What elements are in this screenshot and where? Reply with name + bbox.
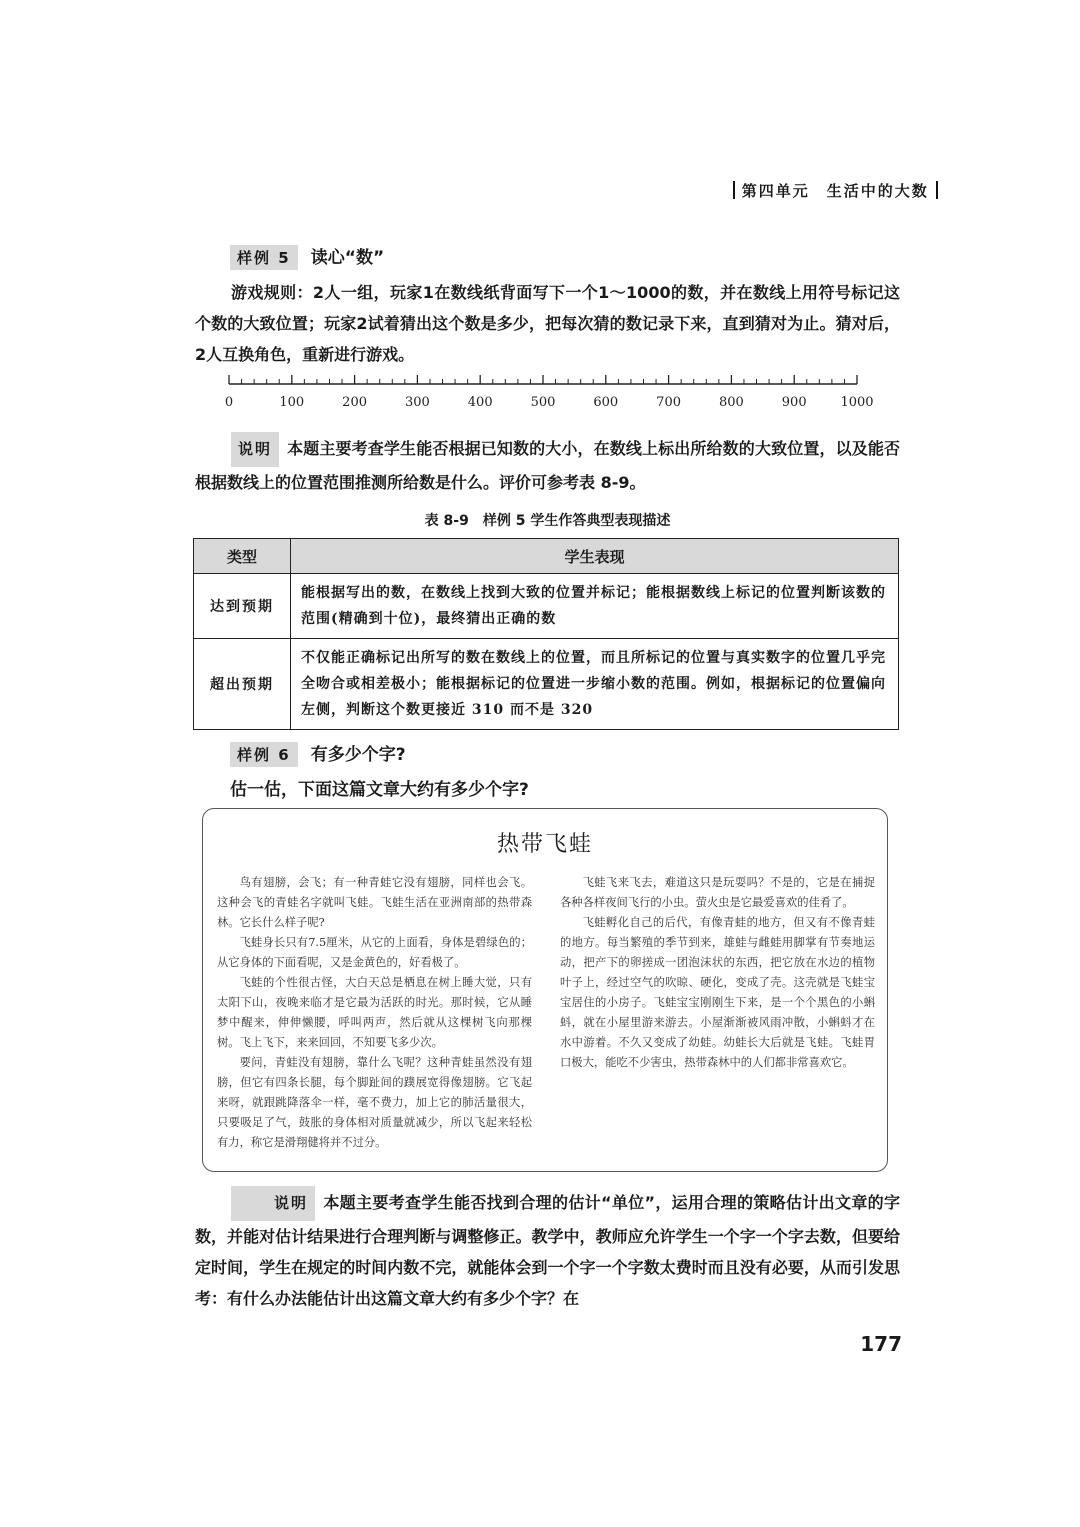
table-cell-desc: 不仅能正确标记出所写的数在数线上的位置，而且所标记的位置与真实数字的位置几乎完全吻合或相差极小；能根据标记的位置进一步缩小数的范围。例如，根据标记的位置偏向左侧，判断这个数更接近 310 而不是 320	[291, 639, 899, 730]
sample6-tag: 样例 6	[230, 742, 298, 767]
sample6-prompt: 估一估，下面这篇文章大约有多少个字?	[230, 780, 529, 800]
running-header	[733, 180, 938, 201]
sample6-heading	[230, 740, 406, 767]
sample6-title: 有多少个字?	[310, 745, 406, 765]
sample6-note-tag: 说明	[231, 1186, 315, 1221]
table-cell-desc: 能根据写出的数，在数线上找到大致的位置并标记；能根据数线上标记的位置判断该数的范围(精确到十位)，最终猜出正确的数	[291, 574, 899, 639]
table-header-row	[194, 539, 899, 574]
sample5-rules: 游戏规则：2人一组，玩家1在数线纸背面写下一个1～1000的数，并在数线上用符号标记这个数的大致位置；玩家2试着猜出这个数是多少，把每次猜的数记录下来，直到猜对为止。猜对后，2人互换角色，重新进行游戏。	[195, 283, 900, 364]
article-paragraph: 飞蛙的个性很古怪，大白天总是栖息在树上睡大觉，只有太阳下山，夜晚来临才是它最为活跃的时光。那时候，它从睡梦中醒来，伸伸懒腰，呼叫两声，然后就从这棵树飞向那棵树。飞上飞下，来来回回，不知要飞多少次。	[217, 976, 532, 1049]
number-line	[220, 372, 874, 417]
sample5-tag: 样例 5	[230, 245, 298, 270]
number-line-label: 800	[718, 395, 744, 410]
number-line-label: 200	[342, 395, 368, 410]
number-line-label: 900	[781, 395, 807, 410]
header-title: 第四单元 生活中的大数	[741, 182, 929, 200]
table-cell-type: 超出预期	[194, 639, 291, 730]
table-caption: 表 8-9 样例 5 学生作答典型表现描述	[424, 513, 671, 529]
article-paragraph: 飞蛙身长只有7.5厘米，从它的上面看，身体是碧绿色的；从它身体的下面看呢，又是金黄色的，好看极了。	[217, 936, 532, 969]
number-line-ticks	[229, 375, 857, 384]
article-paragraph: 飞蛙孵化自己的后代，有像青蛙的地方，但又有不像青蛙的地方。每当繁殖的季节到来，雄蛙与雌蛙用脚掌有节奏地运动，把产下的卵搓成一团泡沫状的东西，把它放在水边的植物叶子上，经过空气的吹晾、硬化，变成了壳。这壳就是飞蛙宝宝居住的小房子。飞蛙宝宝刚刚生下来，是一个个黑色的小蝌蚪，就在小屋里游来游去。小屋渐渐被风雨冲散，小蝌蚪才在水中游着。不久又变成了幼蛙。幼蛙长大后就是飞蛙。飞蛙胃口极大，能吃不少害虫，热带森林中的人们都非常喜欢它。	[560, 916, 875, 1069]
number-line-label: 300	[404, 395, 430, 410]
sample6-note	[195, 1186, 900, 1314]
sample5-note-text: 本题主要考查学生能否根据已知数的大小，在数线上标出所给数的大致位置，以及能否根据数线上的位置范围推测所给数是什么。评价可参考表 8-9。	[195, 439, 900, 492]
number-line-label: 600	[593, 395, 619, 410]
page-number: 177	[860, 1332, 902, 1356]
number-line-label: 700	[656, 395, 682, 410]
sample5-heading	[230, 243, 384, 270]
article-paragraph: 要问，青蛙没有翅膀，靠什么飞呢？这种青蛙虽然没有翅膀，但它有四条长腿，每个脚趾间的蹼展宽得像翅膀。它飞起来呀，就跟跳降落伞一样，毫不费力，加上它的肺活量很大，只要吸足了气，鼓胀的身体相对质量就减少，所以飞起来轻松有力，称它是滑翔健将并不过分。	[217, 1056, 532, 1149]
sample5-title: 读心“数”	[310, 248, 385, 268]
article-paragraph: 鸟有翅膀，会飞；有一种青蛙它没有翅膀，同样也会飞。这种会飞的青蛙名字就叫飞蛙。飞蛙生活在亚洲南部的热带森林。它长什么样子呢?	[217, 876, 532, 929]
article-box	[202, 808, 888, 1172]
number-line-label: 400	[467, 395, 493, 410]
sample6-note-text: 本题主要考查学生能否找到合理的估计“单位”，运用合理的策略估计出文章的字数，并能对估计结果进行合理判断与调整修正。教学中，教师应允许学生一个字一个字去数，但要给定时间，学生在规定的时间内数不完，就能体会到一个字一个字数太费时而且没有必要，从而引发思考：有什么办法能估计出这篇文章大约有多少个字？在	[195, 1193, 900, 1308]
number-line-label: 1000	[840, 395, 874, 410]
table-row	[194, 574, 899, 639]
article-paragraph: 飞蛙飞来飞去，难道这只是玩耍吗？不是的，它是在捕捉各种各样夜间飞行的小虫。萤火虫是它最爱喜欢的佳肴了。	[560, 876, 875, 909]
number-line-labels	[225, 395, 874, 410]
number-line-label: 0	[224, 395, 234, 410]
table-cell-type: 达到预期	[194, 574, 291, 639]
evaluation-table	[193, 538, 899, 730]
table-row	[194, 639, 899, 730]
number-line-label: 500	[530, 395, 556, 410]
header-right-bar	[936, 181, 938, 199]
table-header-desc: 学生表现	[291, 539, 899, 574]
header-left-bar	[733, 181, 735, 199]
number-line-label: 100	[279, 395, 305, 410]
article-title: 热带飞蛙	[496, 832, 593, 857]
article-body	[217, 873, 875, 1163]
sample5-note	[195, 432, 900, 498]
table-header-type: 类型	[194, 539, 291, 574]
sample5-note-tag: 说明	[231, 432, 279, 467]
